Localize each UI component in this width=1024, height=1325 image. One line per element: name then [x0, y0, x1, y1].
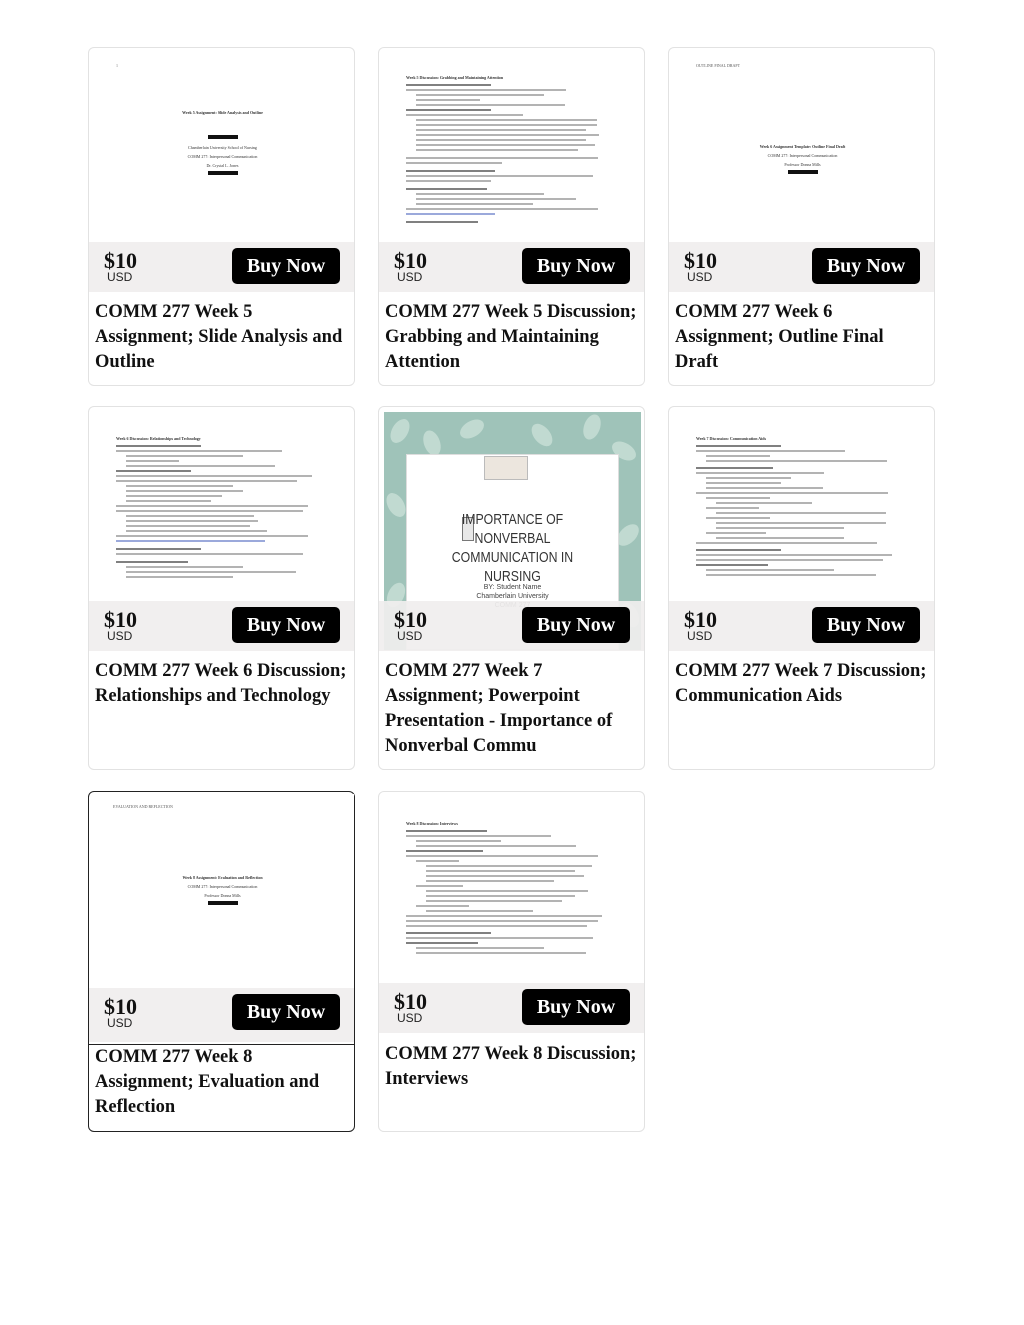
- slide-title: IMPORTANCE OF NONVERBAL COMMUNICATION IN NURSING: [451, 511, 574, 585]
- price: $10: [394, 607, 427, 632]
- preview-line: Chamberlain University School of Nursing: [188, 145, 257, 150]
- redaction-bar: [788, 170, 818, 174]
- product-title[interactable]: COMM 277 Week 6 Discussion; Relationships and Technology: [95, 661, 347, 706]
- preview-line: Dr. Crystal L. Jones: [206, 163, 239, 168]
- price-band: [669, 242, 934, 292]
- preview-heading: Week 6 Discussion: Relationships and Technology: [116, 436, 201, 441]
- currency: USD: [107, 270, 133, 284]
- product-card[interactable]: [88, 406, 355, 770]
- slide-subtitle: BY: Student Name Chamberlain University: [476, 584, 549, 600]
- preview-line: Professor Donna Mills: [784, 162, 821, 167]
- product-title[interactable]: COMM 277 Week 8 Discussion; Interviews: [385, 1044, 637, 1089]
- product-preview[interactable]: 1 Week 5 Assignment: Slide Analysis and Outline Chamberlain University School of Nursing COMM 277: Interpersonal Communication Dr. Crystal L. Jones: [94, 53, 351, 291]
- price-band: [379, 601, 644, 651]
- product-title[interactable]: COMM 277 Week 7 Assignment; Powerpoint Presentation - Importance of Nonverbal Commu: [385, 661, 613, 756]
- currency: USD: [107, 1016, 133, 1030]
- price: $10: [684, 607, 717, 632]
- currency: USD: [397, 1011, 423, 1025]
- buy-now-button[interactable]: Buy Now: [522, 989, 630, 1025]
- redaction-bar: [208, 171, 238, 175]
- running-header: OUTLINE FINAL DRAFT: [696, 63, 741, 68]
- price-band: [379, 242, 644, 292]
- price: $10: [104, 607, 137, 632]
- redaction-bar: [208, 135, 238, 139]
- preview-line: Professor Donna Mills: [204, 893, 241, 898]
- product-title[interactable]: COMM 277 Week 8 Assignment; Evaluation and Reflection: [95, 1047, 320, 1117]
- product-title[interactable]: COMM 277 Week 5 Discussion; Grabbing and Maintaining Attention: [385, 302, 637, 372]
- currency: USD: [107, 629, 133, 643]
- price: $10: [394, 248, 427, 273]
- preview-heading: Week 8 Discussion: Interviews: [406, 821, 458, 826]
- tape-decoration: [484, 456, 528, 480]
- price: $10: [104, 248, 137, 273]
- price-band: [89, 242, 354, 292]
- product-card[interactable]: [668, 47, 935, 386]
- price: $10: [684, 248, 717, 273]
- buy-now-button[interactable]: Buy Now: [812, 607, 920, 643]
- product-card[interactable]: [88, 47, 355, 386]
- product-title[interactable]: COMM 277 Week 7 Discussion; Communication Aids: [675, 661, 927, 706]
- redaction-bar: [208, 901, 238, 905]
- product-card[interactable]: [378, 47, 645, 386]
- buy-now-button[interactable]: Buy Now: [232, 248, 340, 284]
- price: $10: [394, 989, 427, 1014]
- preview-heading: Week 7 Discussion: Communication Aids: [696, 436, 767, 441]
- product-title[interactable]: COMM 277 Week 6 Assignment; Outline Final Draft: [675, 302, 884, 372]
- preview-heading: Week 5 Assignment: Slide Analysis and Outline: [182, 110, 263, 115]
- buy-now-button[interactable]: Buy Now: [812, 248, 920, 284]
- buy-now-button[interactable]: Buy Now: [232, 994, 340, 1030]
- product-card[interactable]: [88, 791, 355, 1132]
- product-card[interactable]: [378, 791, 645, 1132]
- preview-line: COMM 277: Interpersonal Communication: [187, 884, 258, 889]
- preview-line: COMM 277: Interpersonal Communication: [767, 153, 838, 158]
- preview-line: COMM 277: Interpersonal Communication: [187, 154, 258, 159]
- currency: USD: [687, 270, 713, 284]
- buy-now-button[interactable]: Buy Now: [522, 607, 630, 643]
- price-band: [669, 601, 934, 651]
- product-card[interactable]: [668, 406, 935, 770]
- price-band: [89, 601, 354, 651]
- price-band: [379, 983, 644, 1033]
- currency: USD: [397, 270, 423, 284]
- product-card[interactable]: [378, 406, 645, 770]
- product-title[interactable]: COMM 277 Week 5 Assignment; Slide Analysis and Outline: [95, 302, 343, 372]
- price: $10: [104, 994, 137, 1019]
- preview-heading: Week 8 Assignment: Evaluation and Reflection: [182, 875, 263, 880]
- buy-now-button[interactable]: Buy Now: [522, 248, 630, 284]
- buy-now-button[interactable]: Buy Now: [232, 607, 340, 643]
- running-header: EVALUATION AND REFLECTION: [113, 804, 173, 809]
- price-band: [89, 988, 354, 1042]
- preview-heading: Week 6 Assignment Template: Outline Final Draft: [759, 144, 846, 149]
- currency: USD: [397, 629, 423, 643]
- preview-heading: Week 5 Discussion: Grabbing and Maintaining Attention: [406, 75, 504, 80]
- currency: USD: [687, 629, 713, 643]
